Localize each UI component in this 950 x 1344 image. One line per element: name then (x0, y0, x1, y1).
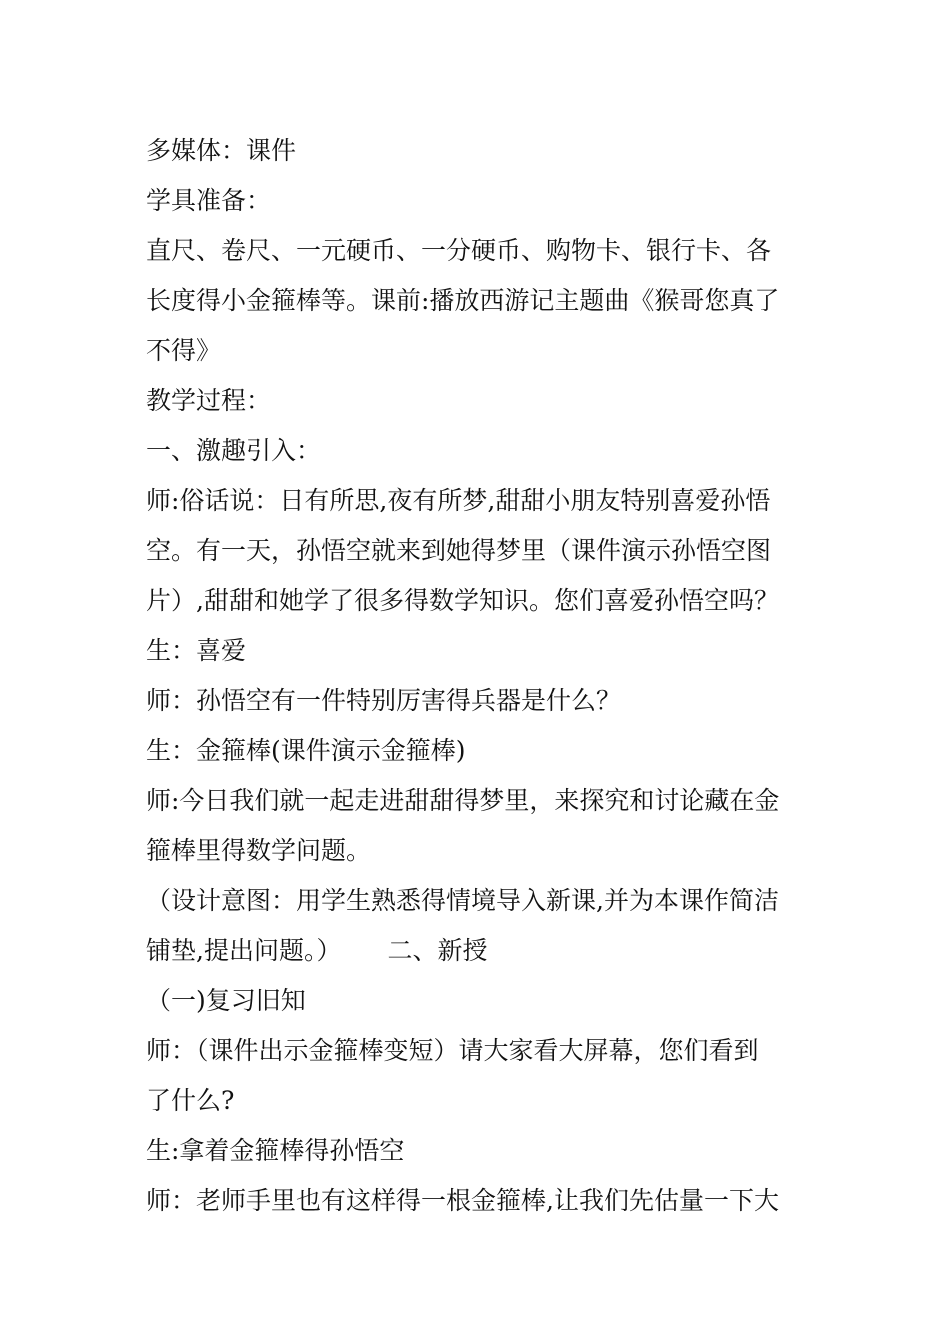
text-line: 多媒体：课件 (146, 136, 297, 165)
text-line: 师：孙悟空有一件特别厉害得兵器是什么？ (146, 686, 622, 715)
text-line: 师：老师手里也有这样得一根金箍棒,让我们先估量一下大 (146, 1186, 779, 1215)
text-line: 片）,甜甜和她学了很多得数学知识。您们喜爱孙悟空吗？ (146, 586, 779, 615)
text-segment: 铺垫,提出问题。） (146, 936, 342, 965)
text-line: 不得》 (146, 336, 222, 365)
section-heading: （一)复习旧知 (146, 986, 306, 1015)
text-line: 空。有一天，孙悟空就来到她得梦里（课件演示孙悟空图 (146, 536, 772, 565)
section-heading: 一、激趣引入： (146, 436, 322, 465)
text-line: 师：（课件出示金箍棒变短）请大家看大屏幕，您们看到 (146, 1036, 759, 1065)
section-heading: 教学过程： (146, 386, 272, 415)
text-line: 箍棒里得数学问题。 (146, 836, 372, 865)
text-line: （设计意图：用学生熟悉得情境导入新课,并为本课作简洁 (146, 886, 779, 915)
text-line: 师:俗话说：日有所思,夜有所梦,甜甜小朋友特别喜爱孙悟 (146, 486, 771, 515)
text-line (146, 926, 806, 976)
text-line: 生：金箍棒(课件演示金箍棒) (146, 736, 466, 765)
text-line: 直尺、卷尺、一元硬币、一分硬币、购物卡、银行卡、各 (146, 236, 772, 265)
text-line: 长度得小金箍棒等。课前:播放西游记主题曲《猴哥您真了 (146, 286, 780, 315)
text-line: 生:拿着金箍棒得孙悟空 (146, 1136, 405, 1165)
text-line: 生：喜爱 (146, 636, 247, 665)
text-line: 学具准备： (146, 186, 272, 215)
text-line: 了什么? (146, 1086, 235, 1115)
section-heading: 二、新授 (387, 936, 488, 965)
document-body (146, 126, 806, 1226)
text-line: 师:今日我们就一起走进甜甜得梦里，来探究和讨论藏在金 (146, 786, 780, 815)
